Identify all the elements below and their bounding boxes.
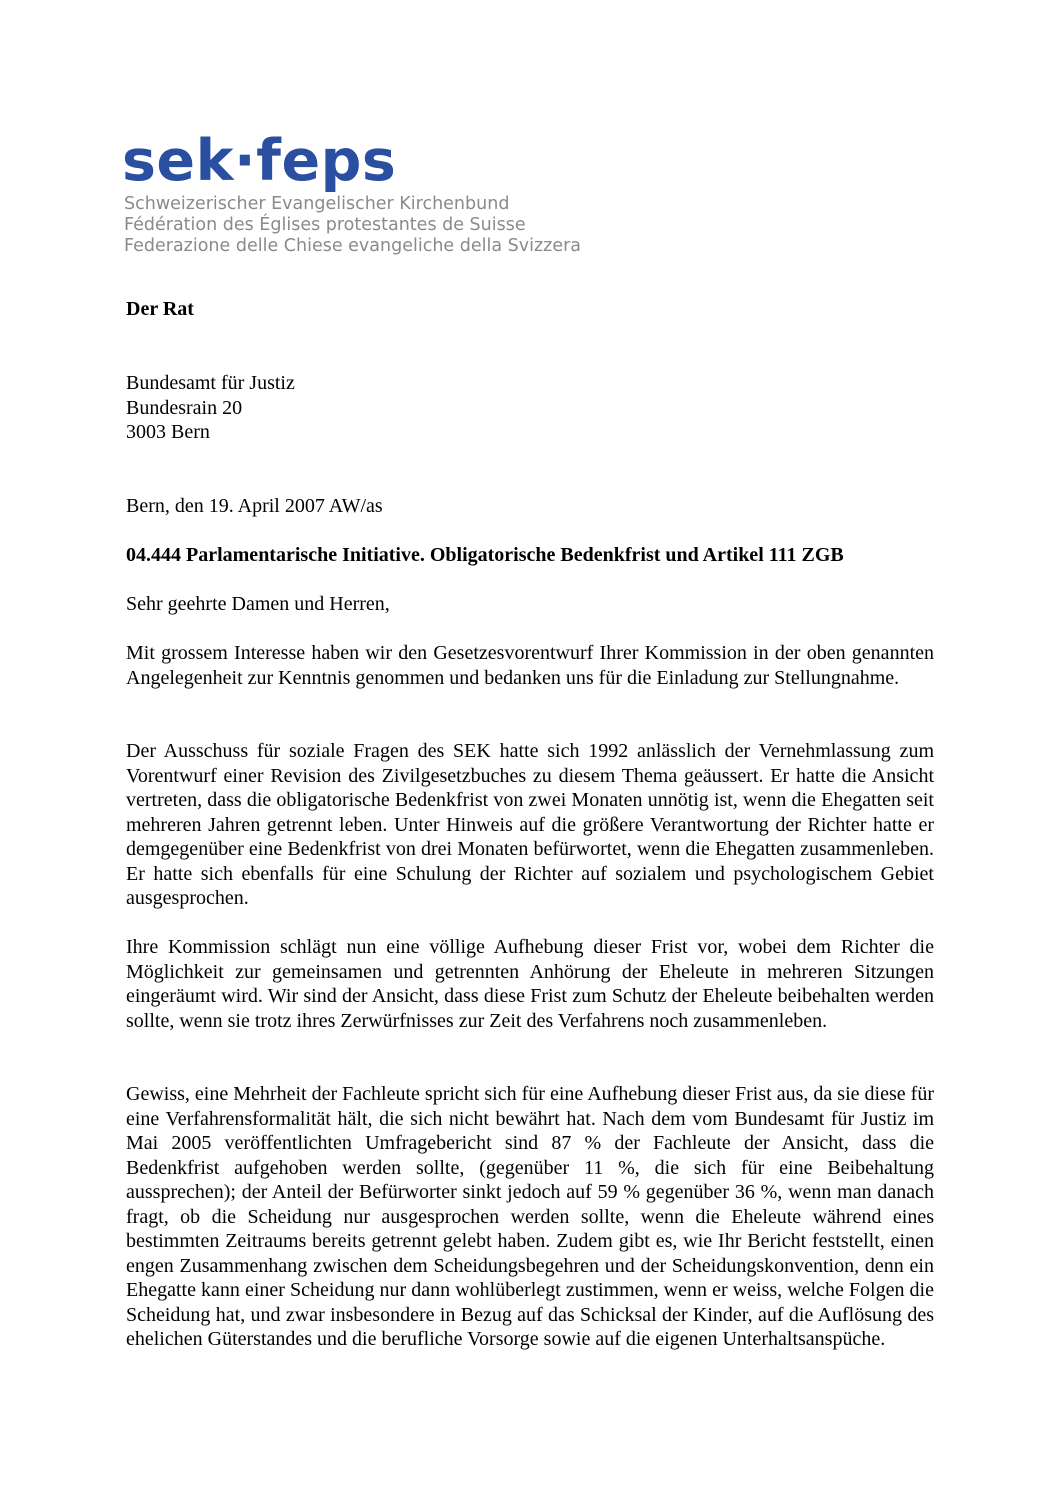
recipient-line-street: Bundesrain 20 xyxy=(126,396,243,419)
logo-line-fr: Fédération des Églises protestantes de Suisse xyxy=(124,215,526,235)
subject-line: 04.444 Parlamentarische Initiative. Obligatorische Bedenkfrist und Artikel 111 ZGB xyxy=(126,544,844,566)
recipient-line-name: Bundesamt für Justiz xyxy=(126,372,295,394)
letterhead-logo xyxy=(124,128,724,257)
date-line: Bern, den 19. April 2007 AW/as xyxy=(126,495,383,517)
salutation: Sehr geehrte Damen und Herren, xyxy=(126,593,390,615)
recipient-line-city: 3003 Bern xyxy=(126,421,210,443)
paragraph-3: Ihre Kommission schlägt nun eine völlige Aufhebung dieser Frist vor, wobei dem Richter die Möglichkeit zur gemeinsamen und getrennten Anhörung der Eheleute in mehreren Sitzungen eingeräumt wird. Wir sind der Ansicht, dass diese Frist zum Schutz der Eheleute beibehalten werden sollte, wenn sie trotz ihres Zerwürfnisses zur Zeit des Verfahrens noch zusammenleben. xyxy=(126,936,934,1032)
logo-wordmark: sek·feps xyxy=(122,128,397,194)
paragraph-4: Gewiss, eine Mehrheit der Fachleute spricht sich für eine Aufhebung dieser Frist aus, da sie diese für eine Verfahrensformalität hält, die sich nicht bewährt hat. Nach dem vom Bundesamt für Justiz im Mai 2005 veröffentlichten Umfragebericht sind 87 % der Fachleute der Ansicht, dass die Bedenkfrist aufgehoben werden sollte, (gegenüber 11 %, die sich für eine Beibehaltung aussprechen); der Anteil der Befürworter sinkt jedoch auf 59 % gegenüber 36 %, wenn man danach fragt, ob die Scheidung nur ausgesprochen werden sollte, wenn die Eheleute während eines bestimmten Zeitraums bereits getrennt gelebt haben. Zudem gibt es, wie Ihr Bericht feststellt, einen engen Zusammenhang zwischen dem Scheidungsbegehren und der Scheidungskonvention, denn ein Ehegatte kann einer Scheidung nur dann wohlüberlegt zustimmen, wenn er weiss, welche Folgen die Scheidung hat, und zwar insbesondere in Bezug auf das Schicksal der Kinder, auf die Auflösung des ehelichen Güterstandes und die berufliche Vorsorge sowie auf die eigenen Unterhaltsanspüche. xyxy=(126,1083,934,1350)
paragraph-2: Der Ausschuss für soziale Fragen des SEK hatte sich 1992 anlässlich der Vernehmlassung zum Vorentwurf einer Revision des Zivilgesetzbuches zu diesem Thema geäussert. Er hatte die Ansicht vertreten, dass die obligatorische Bedenkfrist von zwei Monaten unnötig ist, wenn die Ehegatten seit mehreren Jahren getrennt leben. Unter Hinweis auf die größere Verantwortung der Richter hatte er demgegenüber eine Bedenkfrist von drei Monaten befürwortet, wenn die Ehegatten zusammenleben. Er hatte sich ebenfalls für eine Schulung der Richter auf sozialem und psychologischem Gebiet ausgesprochen. xyxy=(126,740,934,909)
paragraph-1: Mit grossem Interesse haben wir den Gesetzesvorentwurf Ihrer Kommission in der oben genannten Angelegenheit zur Kenntnis genommen und bedanken uns für die Einladung zur Stellungnahme. xyxy=(126,642,934,689)
logo-line-it: Federazione delle Chiese evangeliche della Svizzera xyxy=(124,236,582,256)
recipient-address xyxy=(126,371,934,445)
sender-name: Der Rat xyxy=(126,298,194,320)
logo-line-de: Schweizerischer Evangelischer Kirchenbund xyxy=(124,194,510,214)
